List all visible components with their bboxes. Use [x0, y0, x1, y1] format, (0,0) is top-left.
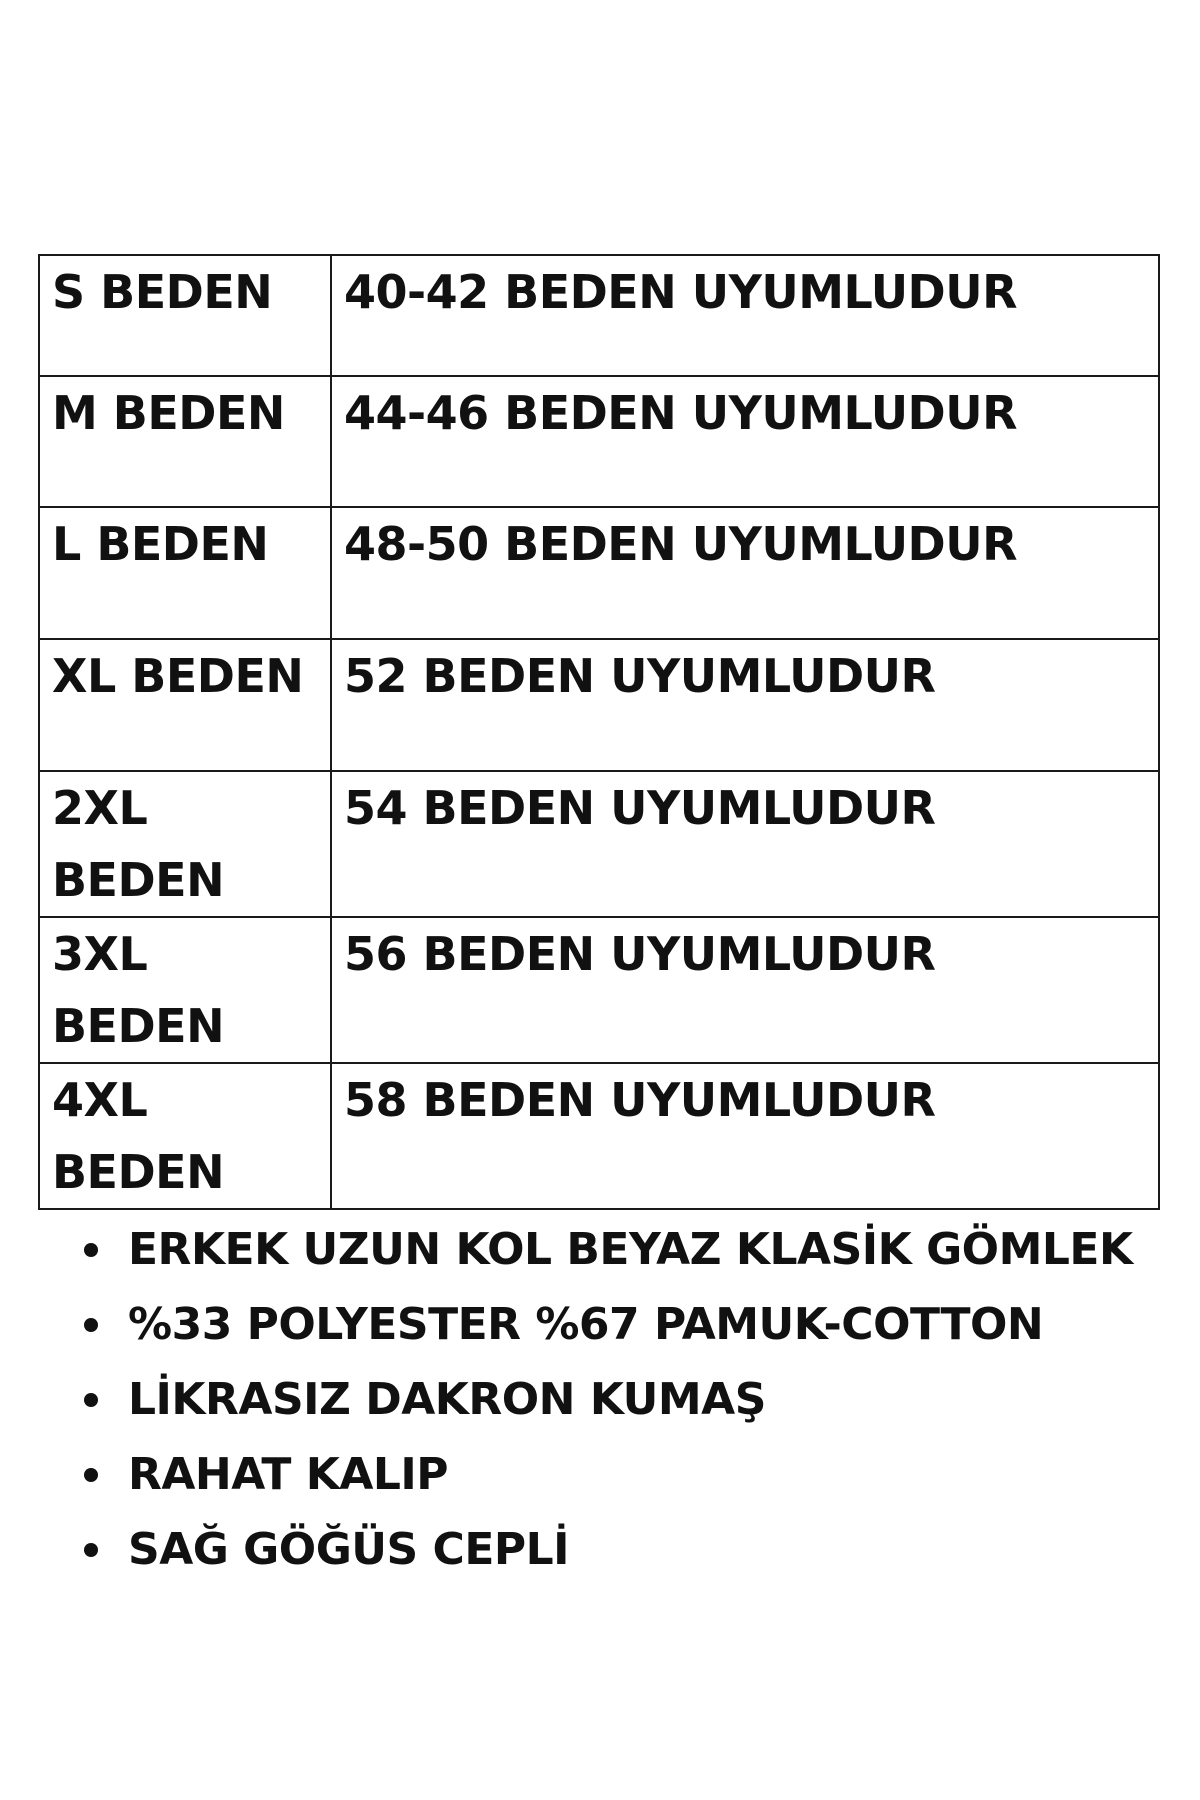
bullet-icon: [84, 1318, 98, 1332]
table-row: [39, 376, 1159, 507]
list-item: [78, 1287, 1133, 1362]
feature-text: ERKEK UZUN KOL BEYAZ KLASİK GÖMLEK: [128, 1224, 1133, 1275]
feature-text: %33 POLYESTER %67 PAMUK-COTTON: [128, 1299, 1044, 1350]
bullet-icon: [84, 1393, 98, 1407]
bullet-icon: [84, 1543, 98, 1557]
fit-cell: 56 BEDEN UYUMLUDUR: [331, 917, 1159, 1063]
fit-cell: 48-50 BEDEN UYUMLUDUR: [331, 507, 1159, 639]
table-row: [39, 1063, 1159, 1209]
table-row: [39, 917, 1159, 1063]
size-cell: S BEDEN: [39, 255, 331, 376]
feature-text: RAHAT KALIP: [128, 1449, 449, 1500]
size-cell: 3XL BEDEN: [39, 917, 331, 1063]
size-cell: M BEDEN: [39, 376, 331, 507]
fit-cell: 40-42 BEDEN UYUMLUDUR: [331, 255, 1159, 376]
list-item: [78, 1362, 1133, 1437]
fit-cell: 44-46 BEDEN UYUMLUDUR: [331, 376, 1159, 507]
bullet-icon: [84, 1243, 98, 1257]
feature-text: SAĞ GÖĞÜS CEPLİ: [128, 1524, 570, 1575]
table-row: [39, 507, 1159, 639]
size-cell: XL BEDEN: [39, 639, 331, 771]
list-item: [78, 1437, 1133, 1512]
list-item: [78, 1512, 1133, 1587]
size-cell: L BEDEN: [39, 507, 331, 639]
table-row: [39, 255, 1159, 376]
list-item: [78, 1212, 1133, 1287]
size-chart-table: [38, 254, 1160, 1210]
fit-cell: 52 BEDEN UYUMLUDUR: [331, 639, 1159, 771]
table-row: [39, 639, 1159, 771]
table-row: [39, 771, 1159, 917]
feature-text: LİKRASIZ DAKRON KUMAŞ: [128, 1374, 766, 1425]
fit-cell: 58 BEDEN UYUMLUDUR: [331, 1063, 1159, 1209]
fit-cell: 54 BEDEN UYUMLUDUR: [331, 771, 1159, 917]
bullet-icon: [84, 1468, 98, 1482]
size-cell: 4XL BEDEN: [39, 1063, 331, 1209]
feature-list: [78, 1212, 1133, 1587]
size-cell: 2XL BEDEN: [39, 771, 331, 917]
